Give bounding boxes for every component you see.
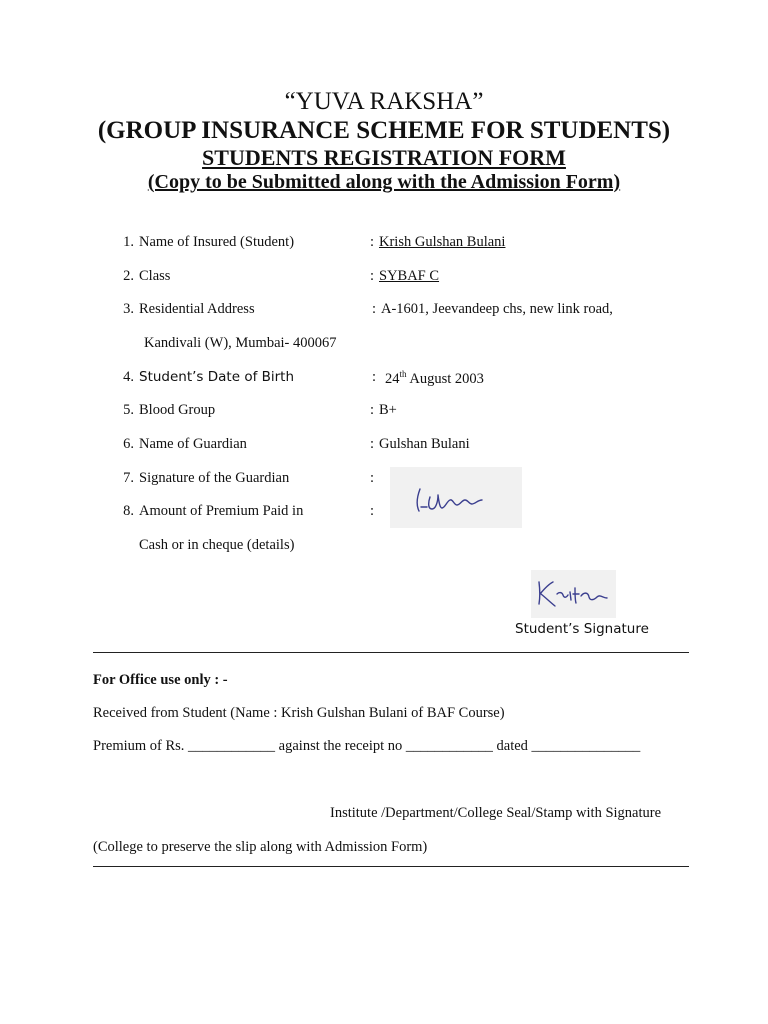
field-label: Amount of Premium Paid in: [139, 503, 304, 519]
field-label: Class: [139, 268, 171, 284]
bottom-divider: [93, 866, 689, 867]
field-number: 3.: [123, 301, 134, 317]
student-name-value: Krish Gulshan Bulani: [379, 234, 506, 250]
field-colon: :: [372, 301, 377, 317]
field-colon: :: [370, 268, 375, 284]
field-number: 2.: [123, 268, 134, 284]
form-heading-title: “YUVA RAKSHA”: [284, 88, 484, 115]
class-value: SYBAF C: [379, 268, 440, 284]
field-colon: :: [370, 234, 375, 250]
address-value-continued: Kandivali (W), Mumbai- 400067: [144, 335, 337, 351]
preserve-slip-note: (College to preserve the slip along with Admission Form): [93, 839, 428, 855]
field-label: Blood Group: [139, 402, 216, 418]
guardian-name-value: Gulshan Bulani: [379, 436, 470, 452]
section-divider: [93, 652, 689, 653]
premium-receipt-line: Premium of Rs. ____________ against the receipt no ____________ dated _______________: [93, 738, 641, 754]
field-label: Name of Insured (Student): [139, 234, 295, 250]
field-colon: :: [370, 470, 375, 486]
field-label: Student’s Date of Birth: [139, 369, 295, 385]
field-number: 6.: [123, 436, 134, 452]
field-number: 4.: [123, 369, 134, 385]
field-colon: :: [370, 436, 375, 452]
field-colon: :: [370, 503, 375, 519]
dob-value: [385, 369, 484, 388]
dob-day: 24: [385, 370, 400, 387]
guardian-signature-image: [390, 467, 522, 528]
form-title: STUDENTS REGISTRATION FORM: [202, 145, 566, 170]
field-label: Residential Address: [139, 301, 255, 317]
field-number: 1.: [123, 234, 134, 250]
form-heading-subtitle: (GROUP INSURANCE SCHEME FOR STUDENTS): [97, 117, 671, 144]
student-signature-label: Student’s Signature: [515, 621, 649, 637]
field-label: Signature of the Guardian: [139, 470, 290, 486]
office-use-heading: For Office use only : -: [93, 672, 228, 688]
guardian-signature-scribble: [390, 467, 522, 528]
field-number: 5.: [123, 402, 134, 418]
form-note: (Copy to be Submitted along with the Admission Form): [147, 171, 621, 193]
seal-stamp-line: Institute /Department/College Seal/Stamp with Signature: [330, 805, 662, 821]
student-signature-scribble: [531, 570, 616, 618]
field-label: Name of Guardian: [139, 436, 247, 452]
dob-day-suffix: th: [399, 369, 407, 379]
field-number: 7.: [123, 470, 134, 486]
field-number: 8.: [123, 503, 134, 519]
dob-month-year: August 2003: [409, 370, 484, 387]
received-from-student: Received from Student (Name : Krish Gulshan Bulani of BAF Course): [93, 705, 505, 721]
student-signature-image: [531, 570, 616, 618]
address-value: A-1601, Jeevandeep chs, new link road,: [381, 301, 613, 317]
field-label-continued: Cash or in cheque (details): [139, 537, 295, 553]
field-colon: :: [372, 369, 377, 385]
field-colon: :: [370, 402, 375, 418]
blood-group-value: B+: [379, 402, 397, 418]
